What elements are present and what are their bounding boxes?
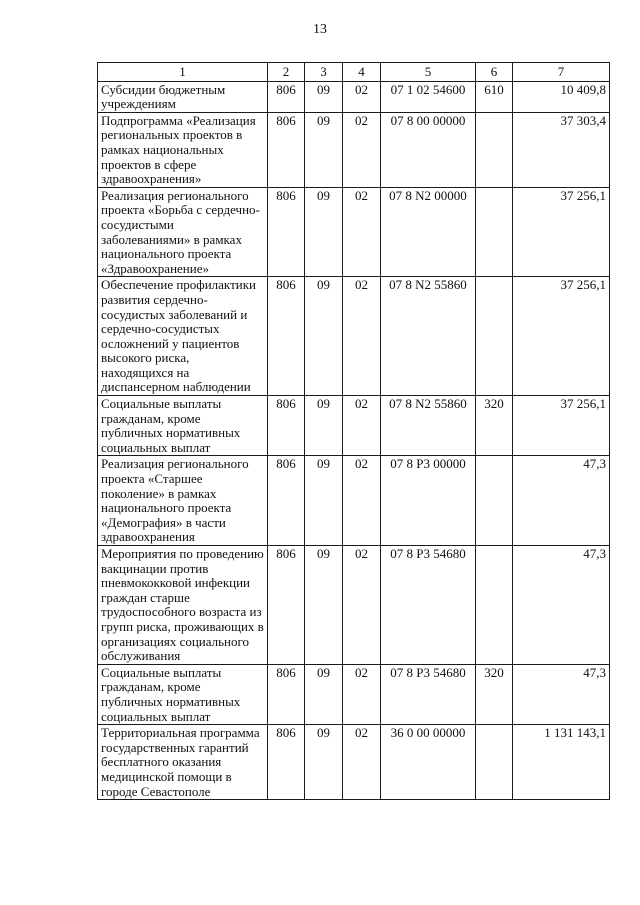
expense-type-cell: [476, 187, 513, 277]
table-row: [98, 664, 610, 724]
amount-cell: 47,3: [513, 546, 610, 665]
subsection-code-cell: 02: [343, 396, 381, 456]
item-name-cell: Реализация регионального проекта «Борьба с сердечно-сосудистыми заболеваниями» в рамках национального проекта «Здравоохранение»: [98, 187, 268, 277]
target-article-cell: 07 8 P3 00000: [381, 456, 476, 546]
column-header: 2: [268, 63, 305, 82]
ministry-code-cell: 806: [268, 546, 305, 665]
item-name-cell: Социальные выплаты гражданам, кроме публичных нормативных социальных выплат: [98, 664, 268, 724]
amount-cell: 37 303,4: [513, 112, 610, 187]
expense-type-cell: [476, 546, 513, 665]
item-name-cell: Реализация регионального проекта «Старшее поколение» в рамках национального проекта «Демография» в части здравоохранения: [98, 456, 268, 546]
subsection-code-cell: 02: [343, 277, 381, 396]
item-name-cell: Субсидии бюджетным учреждениям: [98, 81, 268, 112]
subsection-code-cell: 02: [343, 112, 381, 187]
subsection-code-cell: 02: [343, 546, 381, 665]
column-header: 6: [476, 63, 513, 82]
subsection-code-cell: 02: [343, 187, 381, 277]
item-name-cell: Мероприятия по проведению вакцинации против пневмококковой инфекции граждан старше трудоспособного возраста из групп риска, проживающих в организациях социального обслуживания: [98, 546, 268, 665]
subsection-code-cell: 02: [343, 456, 381, 546]
amount-cell: 37 256,1: [513, 277, 610, 396]
section-code-cell: 09: [305, 81, 343, 112]
section-code-cell: 09: [305, 112, 343, 187]
table-row: [98, 112, 610, 187]
table-row: [98, 396, 610, 456]
amount-cell: 47,3: [513, 456, 610, 546]
section-code-cell: 09: [305, 187, 343, 277]
expense-type-cell: [476, 112, 513, 187]
item-name-cell: Обеспечение профилактики развития сердечно-сосудистых заболеваний и сердечно-сосудистых осложнений у пациентов высокого риска, находящихся на диспансерном наблюдении: [98, 277, 268, 396]
target-article-cell: 07 8 N2 55860: [381, 396, 476, 456]
section-code-cell: 09: [305, 396, 343, 456]
amount-cell: 37 256,1: [513, 187, 610, 277]
table-row: [98, 187, 610, 277]
ministry-code-cell: 806: [268, 396, 305, 456]
target-article-cell: 07 8 00 00000: [381, 112, 476, 187]
section-code-cell: 09: [305, 277, 343, 396]
target-article-cell: 36 0 00 00000: [381, 725, 476, 800]
table-row: [98, 725, 610, 800]
subsection-code-cell: 02: [343, 725, 381, 800]
target-article-cell: 07 8 N2 55860: [381, 277, 476, 396]
subsection-code-cell: 02: [343, 664, 381, 724]
item-name-cell: Подпрограмма «Реализация региональных проектов в рамках национальных проектов в сфере здравоохранения»: [98, 112, 268, 187]
ministry-code-cell: 806: [268, 112, 305, 187]
amount-cell: 47,3: [513, 664, 610, 724]
ministry-code-cell: 806: [268, 456, 305, 546]
target-article-cell: 07 8 N2 00000: [381, 187, 476, 277]
item-name-cell: Территориальная программа государственных гарантий бесплатного оказания медицинской помощи в городе Севастополе: [98, 725, 268, 800]
table-row: [98, 277, 610, 396]
expense-type-cell: 320: [476, 396, 513, 456]
amount-cell: 37 256,1: [513, 396, 610, 456]
section-code-cell: 09: [305, 456, 343, 546]
subsection-code-cell: 02: [343, 81, 381, 112]
budget-table: [97, 62, 610, 800]
section-code-cell: 09: [305, 664, 343, 724]
column-header: 1: [98, 63, 268, 82]
ministry-code-cell: 806: [268, 187, 305, 277]
table-header-row: [98, 63, 610, 82]
table-row: [98, 81, 610, 112]
expense-type-cell: 610: [476, 81, 513, 112]
ministry-code-cell: 806: [268, 277, 305, 396]
expense-type-cell: [476, 456, 513, 546]
target-article-cell: 07 1 02 54600: [381, 81, 476, 112]
ministry-code-cell: 806: [268, 725, 305, 800]
page-number: 13: [313, 22, 327, 37]
expense-type-cell: [476, 277, 513, 396]
section-code-cell: 09: [305, 725, 343, 800]
column-header: 7: [513, 63, 610, 82]
column-header: 5: [381, 63, 476, 82]
section-code-cell: 09: [305, 546, 343, 665]
column-header: 4: [343, 63, 381, 82]
amount-cell: 1 131 143,1: [513, 725, 610, 800]
column-header: 3: [305, 63, 343, 82]
target-article-cell: 07 8 P3 54680: [381, 664, 476, 724]
item-name-cell: Социальные выплаты гражданам, кроме публичных нормативных социальных выплат: [98, 396, 268, 456]
amount-cell: 10 409,8: [513, 81, 610, 112]
ministry-code-cell: 806: [268, 664, 305, 724]
ministry-code-cell: 806: [268, 81, 305, 112]
table-row: [98, 456, 610, 546]
table-row: [98, 546, 610, 665]
target-article-cell: 07 8 P3 54680: [381, 546, 476, 665]
expense-type-cell: [476, 725, 513, 800]
expense-type-cell: 320: [476, 664, 513, 724]
